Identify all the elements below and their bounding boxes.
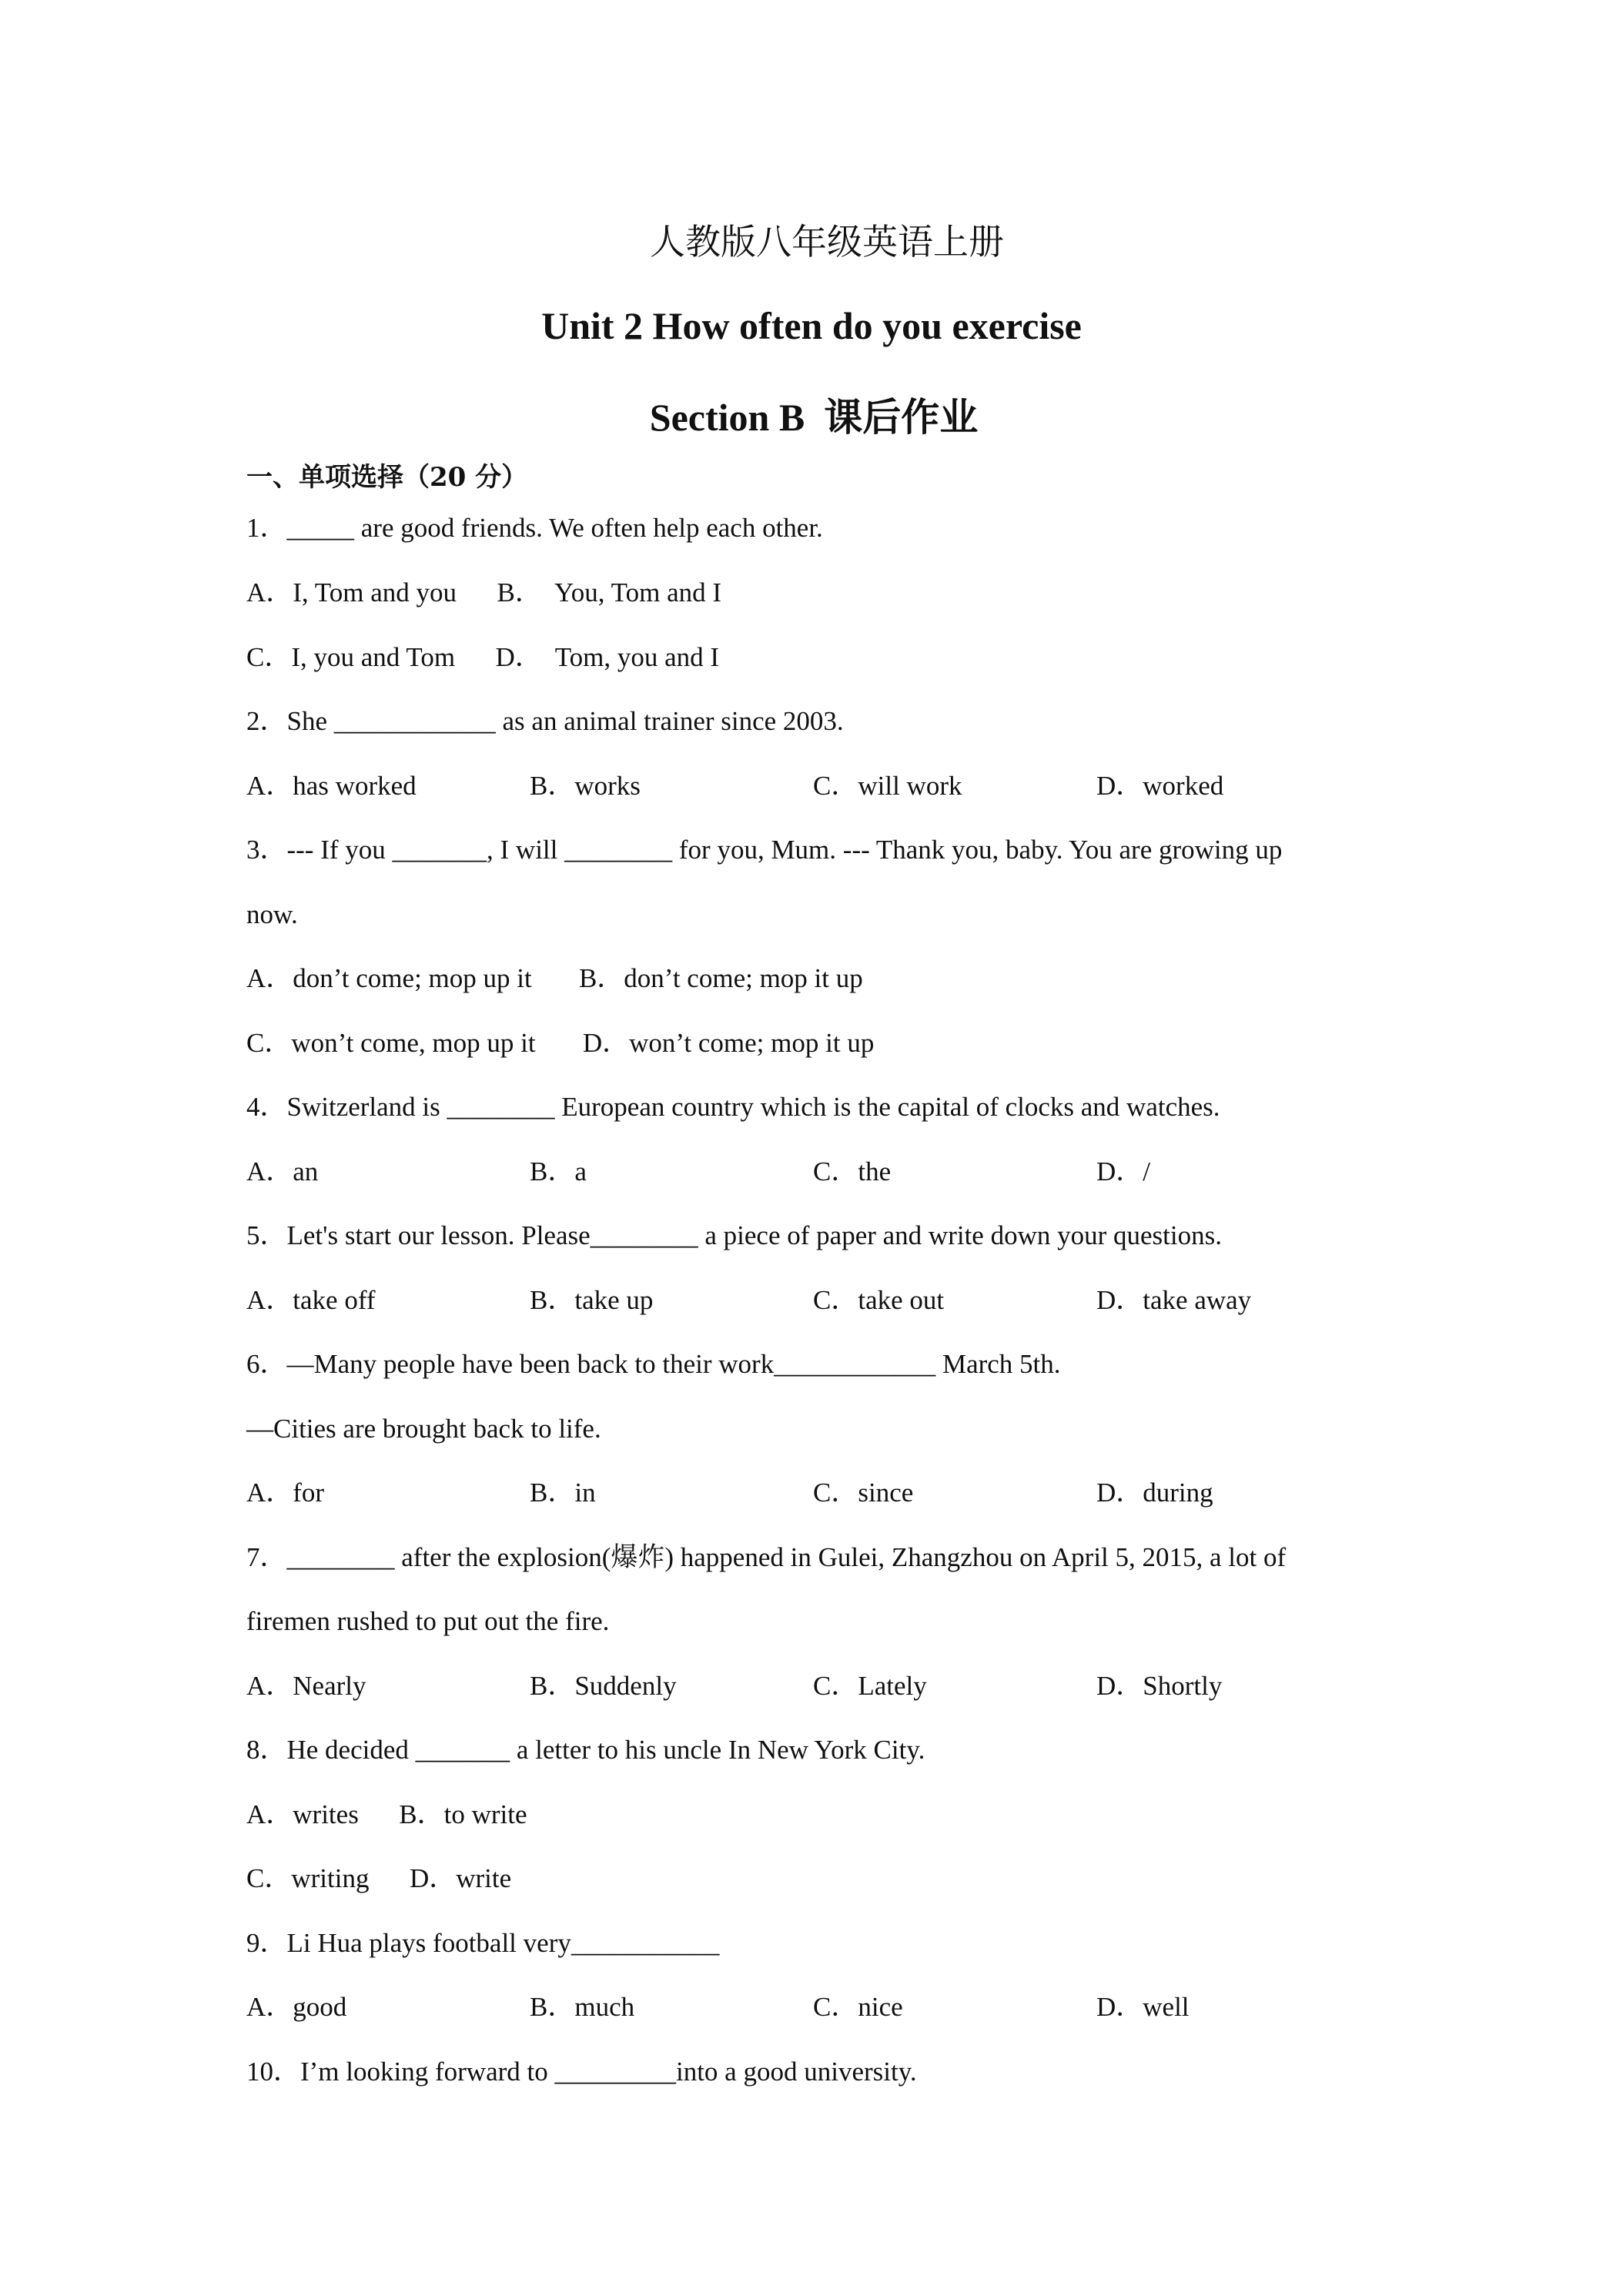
option-d: D．during <box>1096 1478 1213 1508</box>
option-c: C．Lately <box>813 1671 927 1701</box>
section-title-en: Section B <box>649 396 805 439</box>
option-c: C．nice <box>813 1992 903 2022</box>
question-stem: 3．--- If you _______, I will ________ for you, Mum. --- Thank you, baby. You are growing up <box>246 835 1283 865</box>
option-c: C．since <box>813 1478 914 1508</box>
option-b: B．in <box>530 1478 596 1508</box>
option-d: D．take away <box>1096 1285 1252 1315</box>
option-a: A．for <box>246 1478 325 1508</box>
options-line: C．I, you and Tom D． Tom, you and I <box>246 642 720 672</box>
options-line: A．writes B．to write <box>246 1799 527 1829</box>
option-d: D．Shortly <box>1096 1671 1223 1701</box>
question-stem: 4．Switzerland is ________ European country which is the capital of clocks and watches. <box>246 1092 1220 1122</box>
option-d: D．worked <box>1096 771 1224 801</box>
question-stem-continued: —Cities are brought back to life. <box>246 1414 601 1444</box>
section-title <box>0 387 1623 442</box>
question-stem: 6．—Many people have been back to their work____________ March 5th. <box>246 1349 1061 1379</box>
question-stem: 7．________ after the explosion(爆炸) happened in Gulei, Zhangzhou on April 5, 2015, a lot of <box>246 1542 1287 1572</box>
option-b: B．a <box>530 1156 587 1186</box>
option-b: B．Suddenly <box>530 1671 677 1701</box>
options-line: C．writing D．write <box>246 1863 512 1893</box>
option-c: C．will work <box>813 771 962 801</box>
question-stem: 10．I’m looking forward to _________into a good university. <box>246 2057 917 2087</box>
question-stem: 8．He decided _______ a letter to his uncle In New York City. <box>246 1735 925 1765</box>
option-a: A．Nearly <box>246 1671 366 1701</box>
document-title: 人教版八年级英语上册 <box>650 221 1004 263</box>
section-heading: 一、单项选择（20 分） <box>246 462 528 493</box>
question-stem-continued: now. <box>246 899 298 929</box>
unit-title: Unit 2 How often do you exercise <box>541 304 1082 347</box>
option-c: C．take out <box>813 1285 945 1315</box>
question-stem: 5．Let's start our lesson. Please________ a piece of paper and write down your questions. <box>246 1220 1222 1250</box>
question-stem-continued: firemen rushed to put out the fire. <box>246 1606 610 1636</box>
option-c: C．the <box>813 1156 892 1186</box>
question-stem: 1．_____ are good friends. We often help each other. <box>246 513 823 543</box>
options-line: C．won’t come, mop up it D．won’t come; mop it up <box>246 1028 875 1058</box>
option-b: B．works <box>530 771 641 801</box>
option-a: A．take off <box>246 1285 376 1315</box>
options-line: A．I, Tom and you B． You, Tom and I <box>246 577 722 607</box>
option-a: A．good <box>246 1992 347 2022</box>
option-b: B．much <box>530 1992 635 2022</box>
options-line: A．don’t come; mop up it B．don’t come; mop it up <box>246 963 863 993</box>
section-title-zh: 课后作业 <box>824 394 979 440</box>
question-stem: 9．Li Hua plays football very___________ <box>246 1928 720 1958</box>
option-d: D．/ <box>1096 1156 1151 1186</box>
option-a: A．an <box>246 1156 319 1186</box>
option-a: A．has worked <box>246 771 417 801</box>
question-stem: 2．She ____________ as an animal trainer since 2003. <box>246 706 844 736</box>
option-d: D．well <box>1096 1992 1190 2022</box>
option-b: B．take up <box>530 1285 654 1315</box>
